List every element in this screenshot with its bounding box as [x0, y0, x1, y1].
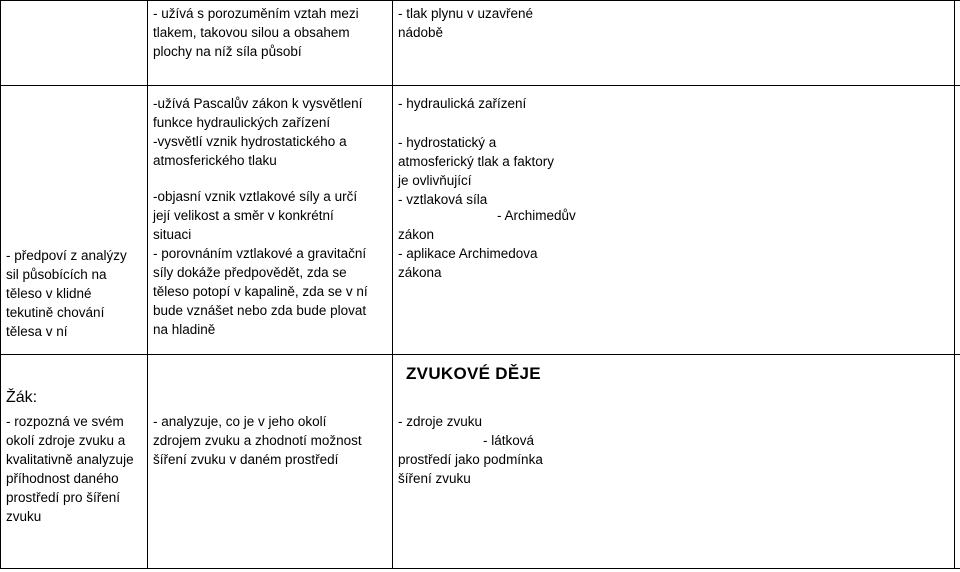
text-line: zákon	[398, 227, 435, 242]
pupil-label	[6, 388, 37, 407]
text-line: - zdroje zvuku	[398, 414, 483, 429]
text-line: -vysvětlí vznik hydrostatického a	[153, 134, 347, 149]
text-line: atmosferický tlak a faktory	[398, 154, 555, 169]
table-column-divider	[954, 0, 955, 569]
text-line: - rozpozná ve svém	[6, 414, 124, 429]
text-line: tekutině chování	[6, 305, 105, 320]
text-line: kvalitativně analyzuje	[6, 452, 134, 467]
text-line: plochy na níž síla působí	[153, 44, 302, 59]
row3-school-outcomes-cell	[6, 412, 134, 526]
text-line: zákona	[398, 265, 442, 280]
text-line: na hladině	[153, 322, 216, 337]
table-column-divider	[147, 0, 148, 569]
text-line: šíření zvuku v daném prostředí	[153, 452, 339, 467]
row2-outcomes-cell-b	[153, 187, 368, 339]
row2-topics-archimedes	[497, 206, 576, 225]
text-line: zvuku	[6, 509, 42, 524]
text-line: - předpoví z analýzy	[6, 248, 127, 263]
text-line: - Archimedův	[497, 208, 576, 223]
text-line: - vztlaková síla	[398, 192, 488, 207]
row1-topics-cell	[398, 4, 533, 42]
text-line: tlakem, takovou silou a obsahem	[153, 25, 350, 40]
text-line: - porovnáním vztlakové a gravitační	[153, 246, 367, 261]
text-line: příhodnost daného	[6, 471, 119, 486]
text-line: těleso potopí v kapalině, zda se v ní	[153, 284, 368, 299]
text-line: - hydrostatický a	[398, 135, 497, 150]
row3-topics-cell-a	[398, 412, 482, 431]
text-line: její velikost a směr v konkrétní	[153, 208, 334, 223]
text-line: -užívá Pascalův zákon k vysvětlení	[153, 96, 363, 111]
text-line: - užívá s porozuměním vztah mezi	[153, 6, 359, 21]
table-row-divider	[0, 85, 960, 86]
section-heading: ZVUKOVÉ DĚJE	[406, 364, 541, 383]
table-row-divider	[0, 354, 960, 355]
text-line: okolí zdroje zvuku a	[6, 433, 126, 448]
row2-topics-cell-b	[398, 133, 554, 209]
text-line: - hydraulická zařízení	[398, 96, 527, 111]
row3-outcomes-cell	[153, 412, 362, 469]
text-line: -objasní vznik vztlakové síly a určí	[153, 189, 358, 204]
row2-outcomes-cell-a	[153, 94, 362, 170]
row2-topics-cell-d	[398, 225, 538, 282]
text-line: nádobě	[398, 25, 444, 40]
row1-outcomes-cell	[153, 4, 359, 61]
text-line: šíření zvuku	[398, 471, 471, 486]
text-line: síly dokáže předpovědět, zda se	[153, 265, 347, 280]
text-line: sil působících na	[6, 267, 107, 282]
text-line: bude vznášet nebo zda bude plovat	[153, 303, 367, 318]
row2-school-outcomes-cell	[6, 246, 127, 341]
text-line: tělesa v ní	[6, 324, 68, 339]
text-line: prostředí jako podmínka	[398, 452, 543, 467]
text-line: - tlak plynu v uzavřené	[398, 6, 534, 21]
text-line: - látková	[483, 433, 535, 448]
text-line: je ovlivňující	[398, 173, 472, 188]
text-line: Žák:	[6, 389, 38, 406]
table-border-top	[0, 0, 960, 1]
table-border-bottom	[0, 568, 960, 569]
row3-topics-cell-c	[398, 450, 543, 488]
table-column-divider	[392, 0, 393, 569]
text-line: - aplikace Archimedova	[398, 246, 538, 261]
text-line: zdrojem zvuku a zhodnotí možnost	[153, 433, 362, 448]
row2-topics-cell-a	[398, 94, 526, 113]
row3-topics-latkova	[483, 431, 534, 450]
text-line: - analyzuje, co je v jeho okolí	[153, 414, 327, 429]
text-line: situaci	[153, 227, 192, 242]
table-column-divider	[0, 0, 1, 569]
text-line: těleso v klidné	[6, 286, 92, 301]
text-line: atmosferického tlaku	[153, 153, 277, 168]
text-line: funkce hydraulických zařízení	[153, 115, 331, 130]
text-line: prostředí pro šíření	[6, 490, 121, 505]
